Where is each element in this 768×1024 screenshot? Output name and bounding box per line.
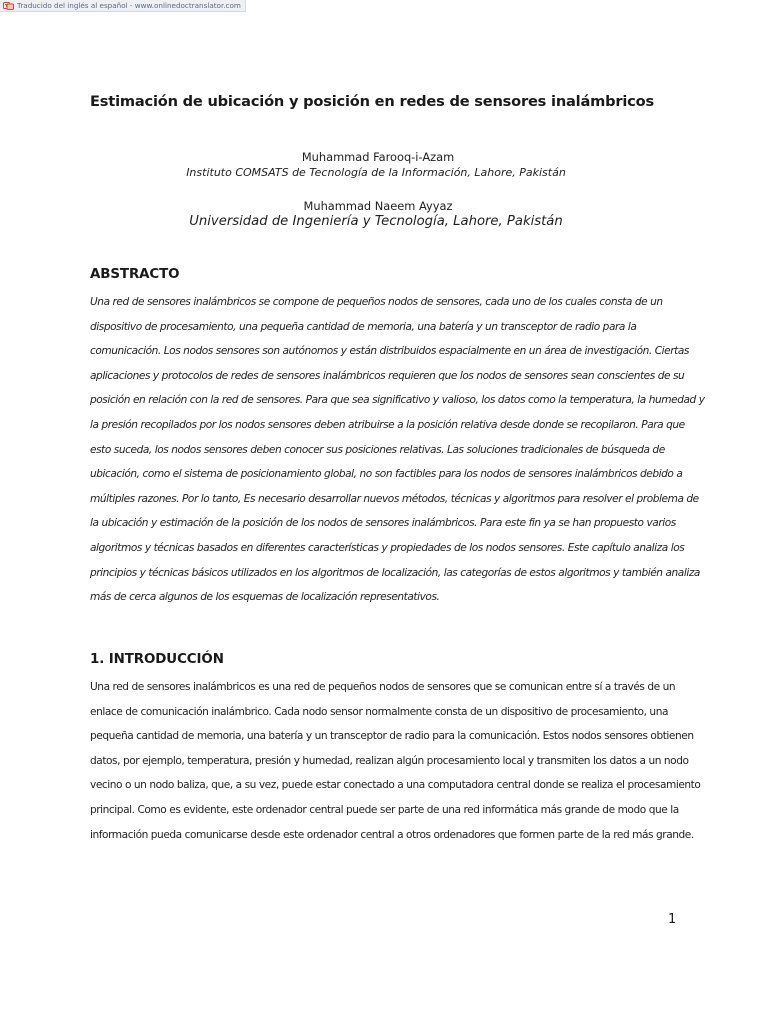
abstract-line: múltiples razones. Por lo tanto, Es necesario desarrollar nuevos métodos, técnicas y algoritmos para resolver el problema de (90, 492, 699, 505)
abstract-line: aplicaciones y protocolos de redes de sensores inalámbricos requieren que los nodos de sensores sean conscientes de su (90, 369, 685, 382)
author-affiliation: Instituto COMSATS de Tecnología de la Información, Lahore, Pakistán (186, 166, 566, 179)
abstract-line: dispositivo de procesamiento, una pequeña cantidad de memoria, una batería y un transceptor de radio para la (90, 320, 637, 333)
introduction-line: pequeña cantidad de memoria, una batería y un transceptor de radio para la comunicación. Estos nodos sensores obtienen (90, 730, 694, 743)
abstract-line: ubicación, como el sistema de posicionamiento global, no son factibles para los nodos de sensores inalámbricos debido a (90, 468, 683, 481)
author-name: Muhammad Farooq-i-Azam (301, 150, 455, 164)
abstract-line: comunicación. Los nodos sensores son autónomos y están distribuidos espacialmente en un área de investigación. Ciertas (90, 345, 689, 358)
abstract-line: esto suceda, los nodos sensores deben conocer sus posiciones relativas. Las soluciones tradicionales de búsqueda de (90, 443, 665, 456)
introduction-line: Una red de sensores inalámbricos es una red de pequeños nodos de sensores que se comunican entre sí a través de un (90, 681, 676, 693)
introduction-line: principal. Como es evidente, este ordenador central puede ser parte de una red informática más grande de modo que la (90, 803, 679, 816)
abstract-body (90, 295, 705, 615)
abstract-line: la presión recopilados por los nodos sensores deben atribuirse a la posición relativa desde donde se recopilaron. Para que (90, 418, 685, 431)
abstract-line: la ubicación y estimación de la posición de los nodos de sensores inalámbricos. Para este fin ya se han propuesto varios (90, 517, 676, 530)
abstract-line: algoritmos y técnicas basados en diferentes características y propiedades de los nodos sensores. Este capítulo analiza los (90, 541, 685, 554)
page-number: 1 (668, 912, 677, 927)
introduction-line: enlace de comunicación inalámbrico. Cada nodo sensor normalmente consta de un dispositivo de procesamiento, una (90, 705, 668, 718)
abstract-line: Una red de sensores inalámbricos se compone de pequeños nodos de sensores, cada uno de los cuales consta de un (90, 296, 663, 308)
introduction-line: datos, por ejemplo, temperatura, presión y humedad, realizan algún procesamiento local y transmiten los datos a un nodo (90, 754, 689, 767)
introduction-body (90, 680, 701, 852)
introduction-line: vecino o un nodo baliza, que, a su vez, puede estar conectado a una computadora central donde se realiza el procesamiento (90, 779, 701, 792)
author-name: Muhammad Naeem Ayyaz (303, 199, 453, 213)
abstract-line: principios y técnicas básicos utilizados en los algoritmos de localización, las categorías de estos algoritmos y también analiza (90, 566, 700, 579)
abstract-line: más de cerca algunos de los esquemas de localización representativos. (90, 591, 440, 604)
introduction-line: información pueda comunicarse desde este ordenador central a otros ordenadores que formen parte de la red más grande. (90, 828, 694, 841)
banner-text[interactable]: Traducido del inglés al español - www.onlinedoctranslator.com (17, 1, 241, 10)
introduction-heading: 1. INTRODUCCIÓN (90, 652, 224, 667)
author-affiliation: Universidad de Ingeniería y Tecnología, Lahore, Pakistán (189, 214, 563, 229)
abstract-heading: ABSTRACTO (90, 267, 180, 282)
abstract-line: posición en relación con la red de sensores. Para que sea significativo y valioso, los datos como la temperatura, la humedad y (90, 394, 705, 407)
translate-icon (3, 2, 14, 10)
document-title: Estimación de ubicación y posición en redes de sensores inalámbricos (90, 93, 654, 110)
translation-banner[interactable] (0, 0, 246, 12)
